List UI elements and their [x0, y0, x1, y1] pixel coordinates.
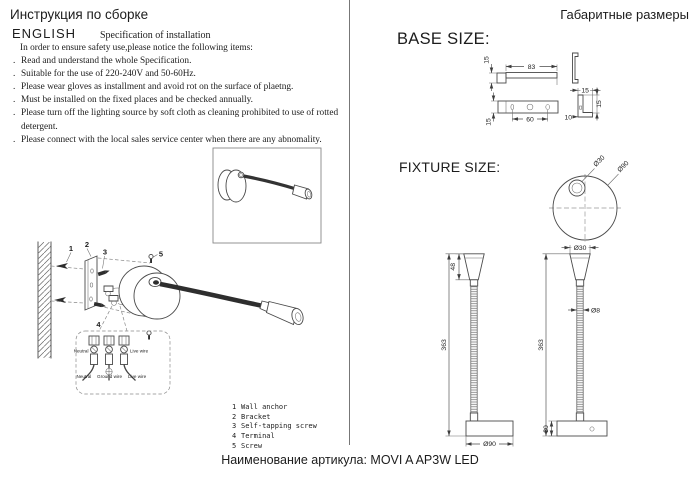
dim-front-head-length: 48: [450, 263, 457, 271]
dim-profile-height: 15: [595, 100, 603, 108]
fixture-side-head: [570, 254, 590, 280]
dim-profile-depth: 10: [564, 114, 572, 122]
terminal-label-neutral-top: Neutral: [73, 348, 89, 354]
bullet: .: [13, 82, 16, 93]
instruction-item: . Please wear gloves as installment and avoid rot on the surface of plaetng.: [12, 81, 344, 94]
dimensions-title: Габаритные размеры: [560, 7, 689, 22]
dim-front-base-diameter: Ø90: [483, 441, 496, 449]
terminal-label-ground-bottom: Ground wire: [97, 373, 123, 379]
parts-list-item: 4 Terminal: [232, 432, 275, 441]
dim-side-height: 15: [483, 56, 491, 64]
fixture-top-view-head: [569, 180, 585, 196]
article-name: Наименование артикула: MOVI A AP3W LED: [221, 453, 479, 467]
terminal-label-neutral-bottom: Neutral: [76, 373, 92, 379]
self-tapping-screw-top: [98, 269, 111, 276]
parts-list-item: 2 Bracket: [232, 412, 271, 421]
terminal-label-live-bottom: Live wire: [128, 373, 147, 379]
bullet: .: [13, 108, 16, 119]
assembled-lamp-inset: [213, 148, 321, 243]
dim-side-arm-diameter: Ø8: [591, 307, 601, 315]
fixture-side-base: [557, 421, 607, 436]
dim-front-total-height: 363: [440, 339, 448, 351]
fixture-side-gooseneck: [577, 286, 583, 413]
dim-front-height: 15: [485, 118, 493, 126]
terminal-label-live-top: Live wire: [130, 348, 149, 354]
assembly-diagram: [38, 240, 305, 358]
instruction-intro: In order to ensure safety use,please notice the following items:: [20, 43, 253, 53]
parts-list-item: 3 Self-tapping screw: [232, 422, 317, 431]
instruction-item: . Please connect with the local sales service center when there are any abnomality.: [12, 134, 344, 147]
callout-bracket: 2: [84, 240, 90, 249]
callout-terminal: 4: [96, 320, 101, 329]
bullet: .: [13, 56, 16, 67]
base-end-profile: [573, 53, 579, 83]
instruction-item: . Read and understand the whole Specification.: [12, 55, 344, 68]
dim-side-length: 83: [527, 64, 536, 71]
dim-top-base-diameter: Ø90: [616, 159, 631, 174]
parts-list-item: 5 Screw: [232, 441, 263, 450]
fixture-front-base: [466, 421, 513, 436]
instruction-list: [12, 42, 344, 147]
parts-list: [232, 403, 317, 452]
callout-screw: 5: [158, 249, 164, 259]
callout-leaders: [67, 249, 158, 269]
terminal-connectors: [89, 336, 129, 365]
dim-hole-spacing: 60: [526, 116, 534, 124]
spec-subtitle: Specification of installation: [100, 30, 211, 41]
dim-side-base-depth: 30: [543, 425, 550, 433]
wall-anchors: [54, 263, 68, 303]
bullet: .: [13, 95, 16, 106]
base-size-heading: BASE SIZE:: [397, 30, 490, 48]
terminal-detail: [74, 331, 170, 394]
screw-top: [149, 254, 153, 258]
language-label: ENGLISH: [12, 26, 77, 41]
instruction-item: . Suitable for the use of 220-240V and 50-60Hz.: [12, 68, 344, 81]
fixture-front-gooseneck: [471, 286, 477, 413]
instruction-item: . Please turn off the lighting source by soft cloth as cleaning prohibited to use of rotted detergent.: [12, 107, 344, 133]
instruction-item: . Must be installed on the fixed places and be checked annually.: [12, 94, 344, 107]
inset-flex-arm: [244, 176, 297, 189]
base-side-view-arm: [506, 73, 557, 79]
screw-bottom: [147, 331, 151, 335]
parts-list-item: 1 Wall anchor: [232, 403, 288, 411]
base-side-view-foot: [497, 73, 506, 83]
callout-self-tapping-screw: 3: [102, 247, 108, 257]
callout-wall-anchor: 1: [68, 244, 74, 253]
fixture-front-head: [464, 254, 484, 280]
base-front-view: [498, 101, 558, 113]
bullet: .: [13, 134, 16, 145]
wall-hatch: [38, 242, 51, 358]
self-tapping-screw-bottom: [94, 302, 106, 308]
dim-side-total-height: 363: [537, 339, 545, 351]
fixture-size-heading: FIXTURE SIZE:: [399, 159, 501, 175]
base-size-drawing: [484, 53, 603, 126]
dim-profile-width: 15: [581, 87, 589, 95]
fixture-size-drawing: [441, 154, 631, 448]
page-title: Инструкция по сборке: [10, 7, 149, 22]
dim-side-head-diameter: Ø30: [573, 244, 587, 252]
bullet: .: [13, 69, 16, 80]
dim-top-head-diameter: Ø30: [592, 154, 607, 169]
